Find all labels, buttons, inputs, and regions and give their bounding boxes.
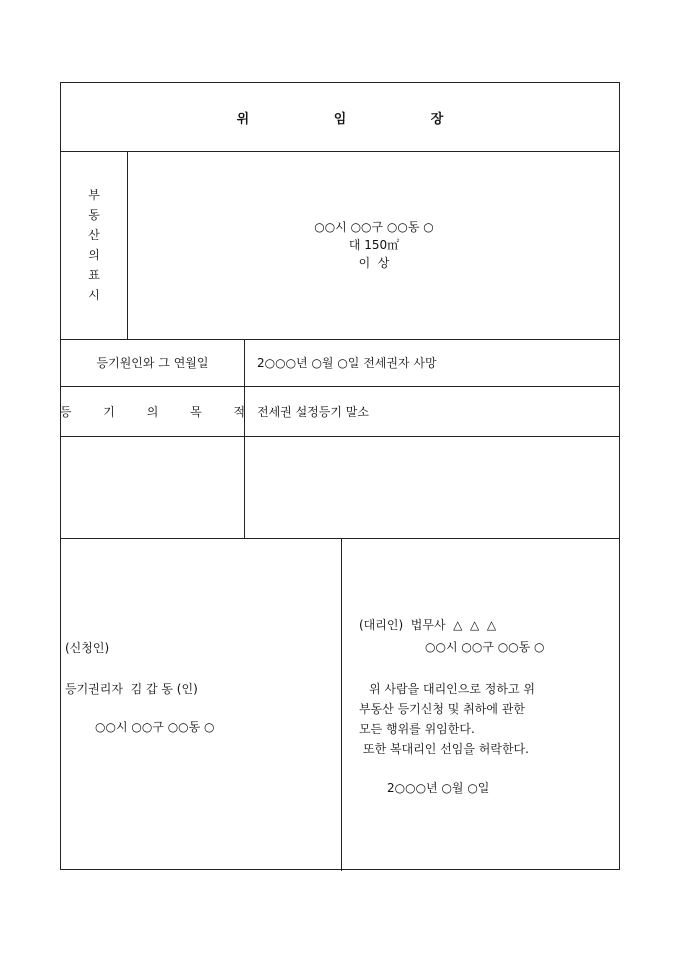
property-label-char: 산 <box>88 228 100 242</box>
divider <box>341 538 342 871</box>
form-title: 위 임 장 <box>236 111 484 127</box>
agent-statement-line: 모든 행위를 위임한다. <box>359 722 475 736</box>
purpose-label: 등 기 의 목 적 <box>59 404 260 419</box>
divider <box>61 538 619 539</box>
property-label-char: 표 <box>88 268 100 282</box>
purpose-value: 전세권 설정등기 말소 <box>257 404 369 419</box>
property-description <box>127 151 621 339</box>
agent-date: 2○○○년 ○월 ○일 <box>387 781 490 795</box>
agent-heading: (대리인) 법무사 △ △ △ <box>359 618 497 632</box>
property-label-char: 의 <box>88 248 100 262</box>
property-address: ○○시 ○○구 ○○동 ○ <box>314 220 434 234</box>
empty-cell <box>245 436 621 538</box>
property-label <box>61 151 127 339</box>
agent-statement-line: 또한 복대리인 선임을 허락한다. <box>363 742 529 756</box>
cause-date-value: 2○○○년 ○월 ○일 전세권자 사망 <box>257 356 437 370</box>
agent-address: ○○시 ○○구 ○○동 ○ <box>425 640 545 654</box>
property-area: 대 150㎡ <box>348 238 400 252</box>
applicant-address: ○○시 ○○구 ○○동 ○ <box>95 720 215 734</box>
property-label-char: 부 <box>88 188 100 202</box>
property-label-char: 동 <box>88 208 100 222</box>
applicant-line: 등기권리자 김 갑 동 (인) <box>65 682 198 696</box>
cause-date-label: 등기원인와 그 연월일 <box>96 356 209 370</box>
agent-statement-line: 위 사람을 대리인으로 정하고 위 <box>369 682 535 696</box>
applicant-heading: (신청인) <box>65 641 110 655</box>
agent-statement-line: 부동산 등기신청 및 취하에 관한 <box>359 702 525 716</box>
property-end-mark: 이 상 <box>358 256 390 270</box>
power-of-attorney-form <box>60 82 620 870</box>
property-label-char: 시 <box>88 288 100 302</box>
empty-cell <box>61 436 244 538</box>
